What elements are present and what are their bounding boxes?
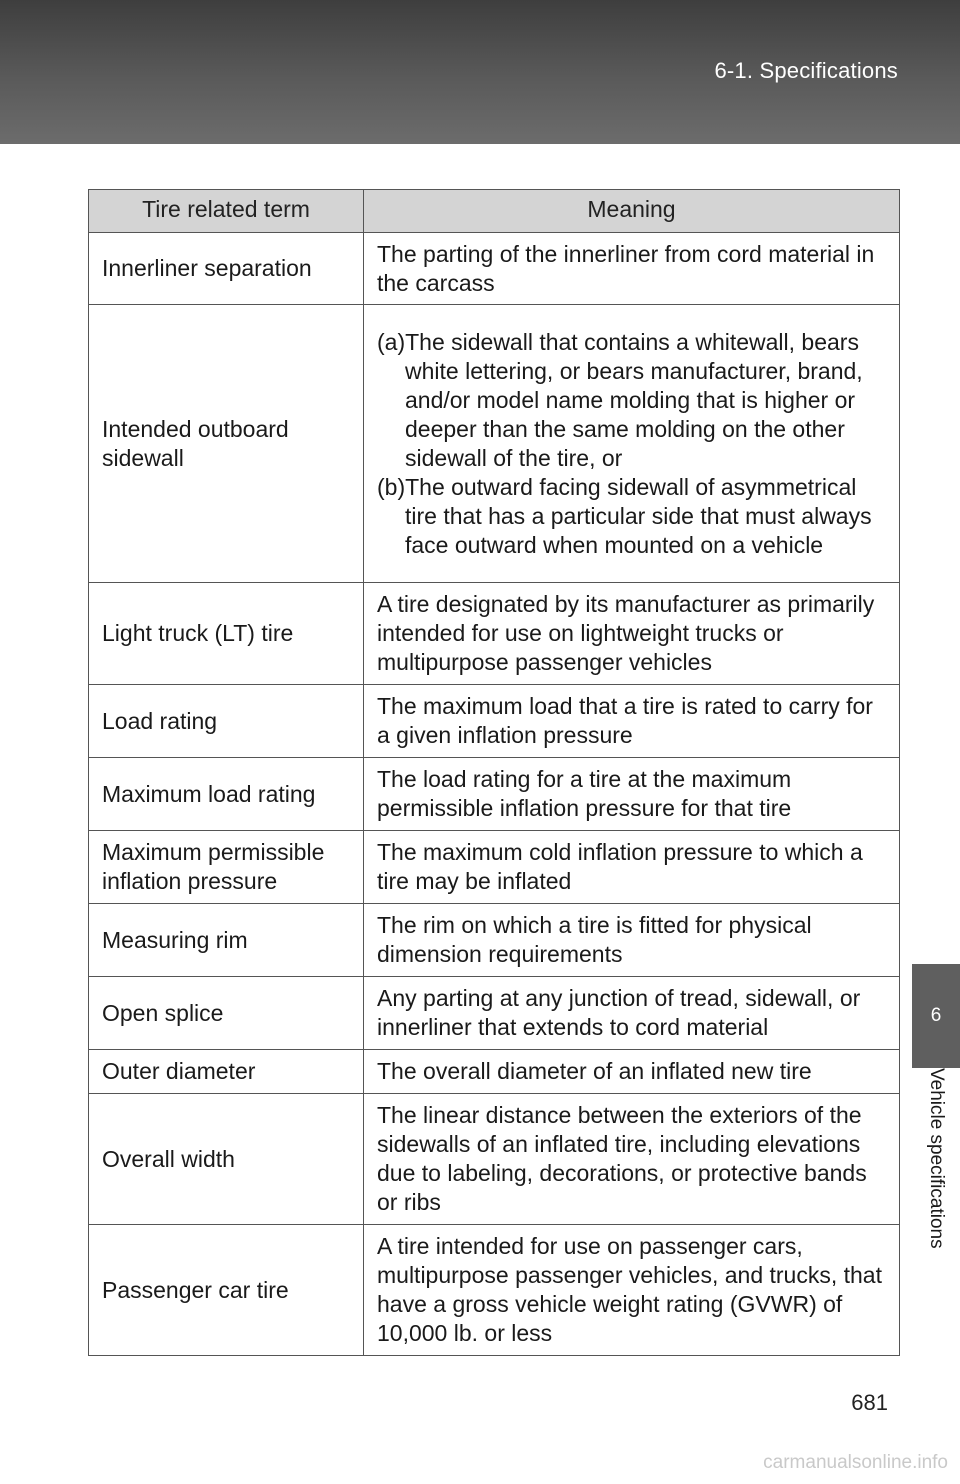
term-cell: Measuring rim (89, 904, 364, 977)
table-row (89, 1225, 900, 1356)
term-cell: Innerliner separation (89, 233, 364, 305)
term-cell: Load rating (89, 685, 364, 758)
term-cell: Intended outboard sidewall (89, 305, 364, 583)
term-cell: Open splice (89, 977, 364, 1050)
table-row (89, 758, 900, 831)
table-row (89, 977, 900, 1050)
meaning-cell: The maximum cold inflation pressure to which a tire may be inflated (364, 831, 900, 904)
meaning-cell: Any parting at any junction of tread, sidewall, or innerliner that extends to cord material (364, 977, 900, 1050)
table-header-row (89, 190, 900, 233)
chapter-tab-number: 6 (912, 964, 960, 1068)
term-cell: Maximum permissible inflation pressure (89, 831, 364, 904)
meaning-cell: A tire intended for use on passenger cars, multipurpose passenger vehicles, and trucks, that have a gross vehicle weight rating (GVWR) of 10,000 lb. or less (364, 1225, 900, 1356)
meaning-cell: The load rating for a tire at the maximum permissible inflation pressure for that tire (364, 758, 900, 831)
column-header-meaning: Meaning (364, 190, 900, 233)
side-tab-spacer (912, 144, 960, 964)
meaning-cell: The linear distance between the exteriors of the sidewalls of an inflated tire, including elevations due to labeling, decorations, or protective bands or ribs (364, 1094, 900, 1225)
list-item: (b)The outward facing sidewall of asymmetrical tire that has a particular side that must always face outward when mounted on a vehicle (377, 473, 872, 558)
table-row (89, 583, 900, 685)
list-item: (a)The sidewall that contains a whitewall, bears white lettering, or bears manufacturer, brand, and/or model name molding that is higher or deeper than the same molding on the other sidewall of the tire, or (377, 328, 863, 471)
meaning-cell: The overall diameter of an inflated new tire (364, 1050, 900, 1094)
section-title: 6-1. Specifications (714, 58, 898, 83)
page-header (0, 0, 960, 144)
term-cell: Maximum load rating (89, 758, 364, 831)
table-row (89, 831, 900, 904)
chapter-tab (912, 1068, 960, 1308)
column-header-term: Tire related term (89, 190, 364, 233)
table-row (89, 233, 900, 305)
table-row (89, 1094, 900, 1225)
table-row (89, 904, 900, 977)
watermark: carmanualsonline.info (763, 1452, 948, 1473)
meaning-cell (364, 305, 900, 583)
meaning-cell: The maximum load that a tire is rated to carry for a given inflation pressure (364, 685, 900, 758)
chapter-tab-label: Vehicle specifications (926, 1068, 947, 1249)
meaning-cell: A tire designated by its manufacturer as primarily intended for use on lightweight trucks or multipurpose passenger vehicles (364, 583, 900, 685)
table-row (89, 1050, 900, 1094)
term-cell: Passenger car tire (89, 1225, 364, 1356)
table-row (89, 685, 900, 758)
tire-terms-table (88, 189, 900, 1356)
meaning-cell: The parting of the innerliner from cord material in the carcass (364, 233, 900, 305)
table-row (89, 305, 900, 583)
term-cell: Light truck (LT) tire (89, 583, 364, 685)
term-cell: Outer diameter (89, 1050, 364, 1094)
term-cell: Overall width (89, 1094, 364, 1225)
page-number: 681 (851, 1390, 888, 1415)
meaning-cell: The rim on which a tire is fitted for physical dimension requirements (364, 904, 900, 977)
